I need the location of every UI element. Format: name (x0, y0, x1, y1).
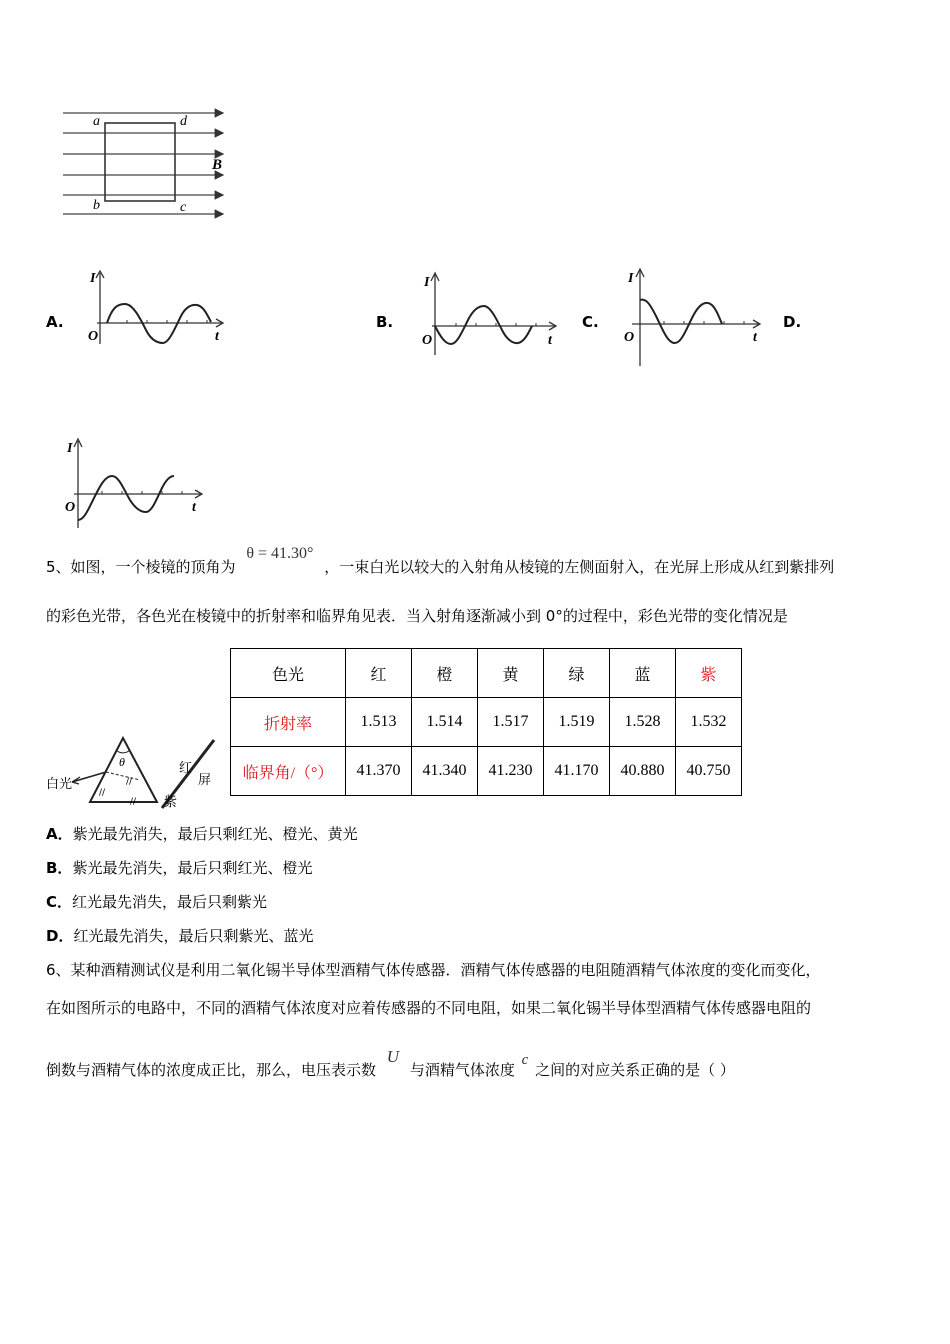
graph-c-y-label: I (628, 271, 634, 286)
graph-d-curve (78, 476, 174, 520)
q5-option-a[interactable] (46, 824, 358, 844)
prism-white-light: 白光 (46, 777, 73, 792)
q6-line3 (46, 1047, 735, 1081)
prism-figure (44, 732, 224, 812)
color-orange: 橙 (412, 649, 478, 698)
graph-d-x-label: t (192, 500, 196, 515)
table-cell: 41.340 (412, 747, 478, 796)
graph-option-c-letter: C. (582, 313, 599, 331)
row-label-critical-angle: 临界角/（°） (231, 747, 346, 796)
graph-a-y-label: I (90, 271, 96, 286)
graph-option-b-letter: B. (376, 313, 394, 331)
field-label-b: B (212, 157, 223, 173)
graph-option-b (418, 270, 563, 355)
prism-screen: 屏 (198, 773, 212, 788)
q5-prefix: 5、如图，一个棱镜的顶角为 (46, 558, 236, 576)
header-label-text: 色光 (271, 666, 304, 684)
q5-option-d[interactable] (46, 926, 313, 946)
color-yellow: 黄 (478, 649, 544, 698)
graph-d-y-label: I (67, 441, 73, 456)
svg-text://: // (126, 777, 133, 787)
q6-var-u: U (386, 1047, 400, 1066)
q6-line3-a: 倒数与酒精气体的浓度成正比，那么，电压表示数 (46, 1061, 377, 1079)
q6-line2: 在如图所示的电路中，不同的酒精气体浓度对应着传感器的不同电阻，如果二氧化锡半导体型酒精气体传感器电阻的 (46, 999, 812, 1017)
table-cell: 41.370 (346, 747, 412, 796)
table-row (231, 649, 742, 698)
coil-label-c: c (180, 200, 187, 215)
q6-var-c: c (521, 1052, 529, 1068)
graph-a-x-label: t (215, 329, 219, 344)
option-text: 红光最先消失，最后只剩紫光 (72, 893, 268, 911)
q6-line3-b: 与酒精气体浓度 (409, 1061, 515, 1079)
option-letter: D． (46, 927, 74, 945)
table-cell: 1.519 (544, 698, 610, 747)
prism-red: 红 (179, 761, 193, 776)
graph-d-origin: O (65, 500, 76, 515)
graph-option-d-letter: D. (783, 313, 802, 331)
q5-option-b[interactable] (46, 858, 312, 878)
q5-suffix: ，一束白光以较大的入射角从棱镜的左侧面射入，在光屏上形成从红到紫排列 (324, 558, 835, 576)
row-label-refractive-index: 折射率 (231, 698, 346, 747)
table-cell: 1.514 (412, 698, 478, 747)
graph-c-origin: O (624, 330, 635, 345)
table-cell: 1.517 (478, 698, 544, 747)
table-cell: 41.230 (478, 747, 544, 796)
svg-text://: // (130, 797, 137, 807)
table-cell: 1.513 (346, 698, 412, 747)
svg-text://: // (99, 788, 106, 798)
refraction-table (230, 648, 742, 796)
prism-theta: θ (119, 755, 125, 769)
q5-angle: θ = 41.30° (246, 545, 314, 562)
coil-field-figure (55, 105, 235, 220)
q6-line1: 6、某种酒精测试仪是利用二氧化锡半导体型酒精气体传感器．酒精气体传感器的电阻随酒精气体浓度的变化而变化， (46, 961, 821, 979)
graph-option-a-letter: A. (46, 313, 64, 331)
option-text: 紫光最先消失，最后只剩红光、橙光 (72, 859, 313, 877)
graph-option-a (85, 268, 230, 350)
color-violet: 紫 (676, 649, 742, 698)
q6-line3-c: 之间的对应关系正确的是（ ） (535, 1061, 735, 1079)
q5-option-c[interactable] (46, 892, 267, 912)
option-text: 红光最先消失，最后只剩紫光、蓝光 (73, 927, 314, 945)
table-cell: 1.532 (676, 698, 742, 747)
option-letter: C． (46, 893, 73, 911)
graph-c-x-label: t (753, 330, 757, 345)
table-row (231, 747, 742, 796)
color-blue: 蓝 (610, 649, 676, 698)
coil-label-d: d (180, 114, 187, 129)
q5-line2: 的彩色光带，各色光在棱镜中的折射率和临界角见表．当入射角逐渐减小到 0°的过程中，彩色光带的变化情况是 (46, 607, 788, 625)
table-header-label (231, 649, 346, 698)
graph-b-curve (435, 306, 532, 344)
q5-line1 (46, 545, 835, 578)
table-cell: 41.170 (544, 747, 610, 796)
graph-a-origin: O (88, 329, 99, 344)
table-cell: 40.880 (610, 747, 676, 796)
option-letter: B． (46, 859, 73, 877)
graph-option-d (62, 436, 210, 528)
graph-c-curve (640, 300, 722, 343)
prism-violet: 紫 (164, 795, 178, 810)
option-letter: A． (46, 825, 73, 843)
color-red: 红 (346, 649, 412, 698)
table-row (231, 698, 742, 747)
table-cell: 40.750 (676, 747, 742, 796)
option-text: 紫光最先消失，最后只剩红光、橙光、黄光 (72, 825, 358, 843)
coil-rectangle (105, 123, 175, 201)
coil-label-b: b (93, 198, 100, 213)
coil-label-a: a (93, 114, 100, 129)
graph-b-x-label: t (548, 333, 552, 348)
graph-option-c (620, 266, 765, 366)
graph-b-origin: O (422, 333, 433, 348)
graph-b-y-label: I (424, 275, 430, 290)
table-cell: 1.528 (610, 698, 676, 747)
color-green: 绿 (544, 649, 610, 698)
